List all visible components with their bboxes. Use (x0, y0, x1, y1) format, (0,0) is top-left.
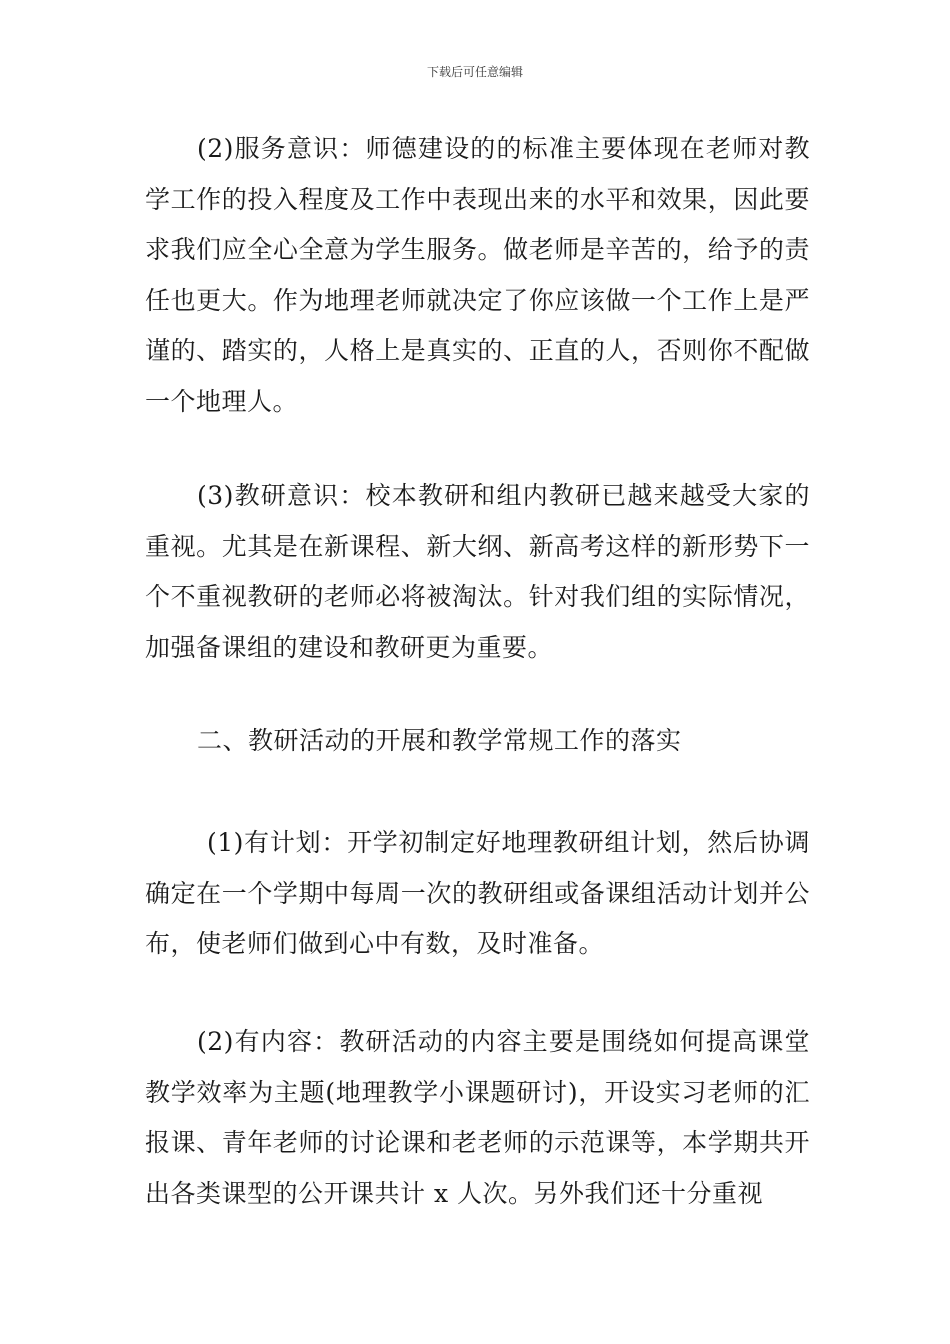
paragraph-research-awareness: (3)教研意识：校本教研和组内教研已越来越受大家的重视。尤其是在新课程、新大纲、新高考这样的新形势下一个不重视教研的老师必将被淘汰。针对我们组的实际情况，加强备课组的建设和教研更为重要。 (145, 481, 810, 662)
paragraph-plan: (1)有计划：开学初制定好地理教研组计划，然后协调确定在一个学期中每周一次的教研组或备课组活动计划并公布，使老师们做到心中有数，及时准备。 (145, 828, 810, 958)
paragraph-content: (2)有内容：教研活动的内容主要是围绕如何提高课堂教学效率为主题(地理教学小课题研讨)，开设实习老师的汇报课、青年老师的讨论课和老老师的示范课等，本学期共开出各类课型的公开课共计 x 人次。另外我们还十分重视 (145, 1027, 810, 1208)
section-heading-2: 二、教研活动的开展和教学常规工作的落实 (197, 726, 682, 755)
page-header: 下载后可任意编辑 (426, 65, 523, 79)
paragraph-service-awareness: (2)服务意识：师德建设的的标准主要体现在老师对教学工作的投入程度及工作中表现出来的水平和效果，因此要求我们应全心全意为学生服务。做老师是辛苦的，给予的责任也更大。作为地理老师就决定了你应该做一个工作上是严谨的、踏实的，人格上是真实的、正直的人，否则你不配做一个地理人。 (145, 134, 810, 416)
